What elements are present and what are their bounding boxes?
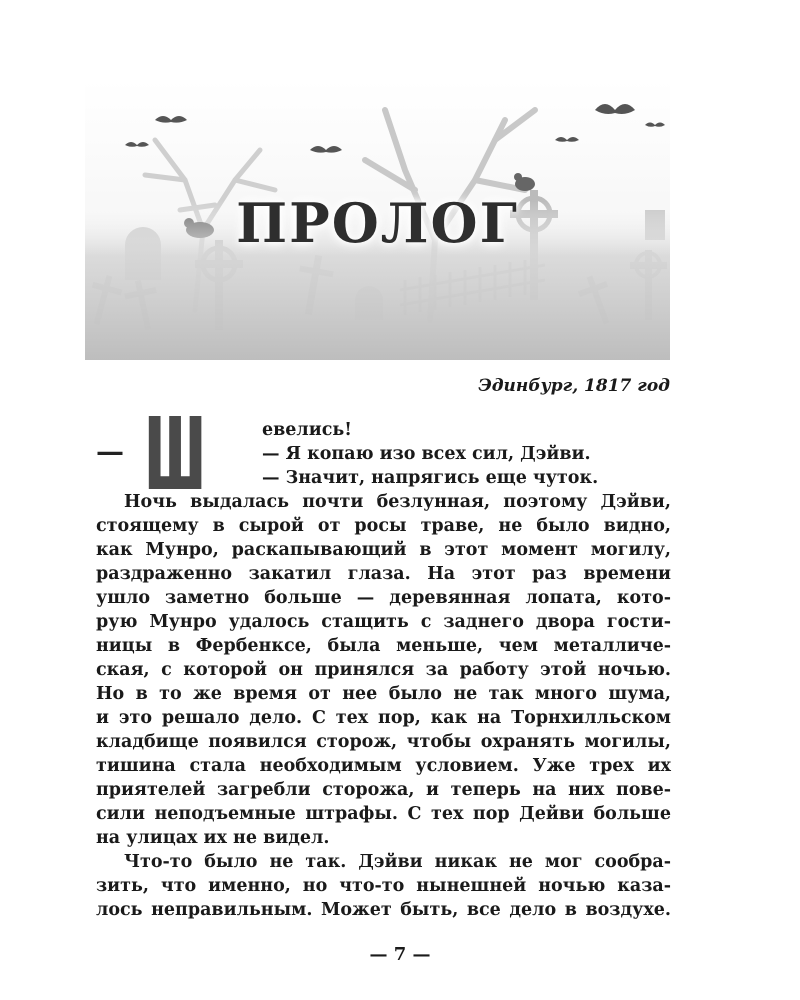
chapter-title: ПРОЛОГ <box>236 191 519 255</box>
text-line: зить, что именно, но что-то нынешней ночью каза- <box>96 876 671 896</box>
text-line: как Мунро, раскапывающий в этот момент могилу, <box>96 540 671 560</box>
text-line: стоящему в сырой от росы траве, не было видно, <box>96 516 671 536</box>
dialogue-line: — Значит, напрягись еще чуток. <box>262 468 599 488</box>
text-line: Но в то же время от нее было не так много шума, <box>96 684 671 704</box>
text-line: ницы в Фербенксе, была меньше, чем металличе- <box>96 636 671 656</box>
drop-cap: Ш <box>145 396 202 513</box>
place-date: Эдинбург, 1817 год <box>478 376 670 396</box>
dialogue-line: — Я копаю изо всех сил, Дэйви. <box>262 444 591 464</box>
text-line: приятелей загребли сторожа, и теперь на них пове- <box>96 780 671 800</box>
page-number: — 7 — <box>369 944 431 965</box>
dialogue-dash: — <box>96 435 124 468</box>
text-line: ушло заметно больше — деревянная лопата, кото- <box>96 588 671 608</box>
text-line: рую Мунро удалось стащить с заднего двора гости- <box>96 612 671 632</box>
text-line: и это решало дело. С тех пор, как на Торнхилльском <box>96 708 671 728</box>
text-line: Ночь выдалась почти безлунная, поэтому Дэйви, <box>124 492 671 512</box>
text-line: раздраженно закатил глаза. На этот раз времени <box>96 564 671 584</box>
text-line: на улицах их не видел. <box>96 828 330 848</box>
text-line: тишина стала необходимым условием. Уже трех их <box>96 756 671 776</box>
dialogue-line: евелись! <box>262 420 352 440</box>
text-line: сили неподъемные штрафы. С тех пор Дейви больше <box>96 804 671 824</box>
text-line: лось неправильным. Может быть, все дело в воздухе. <box>96 900 671 920</box>
text-line: кладбище появился сторож, чтобы охранять могилы, <box>96 732 671 752</box>
text-line: Что-то было не так. Дэйви никак не мог сообра- <box>124 852 671 872</box>
text-line: ская, с которой он принялся за работу этой ночью. <box>96 660 671 680</box>
